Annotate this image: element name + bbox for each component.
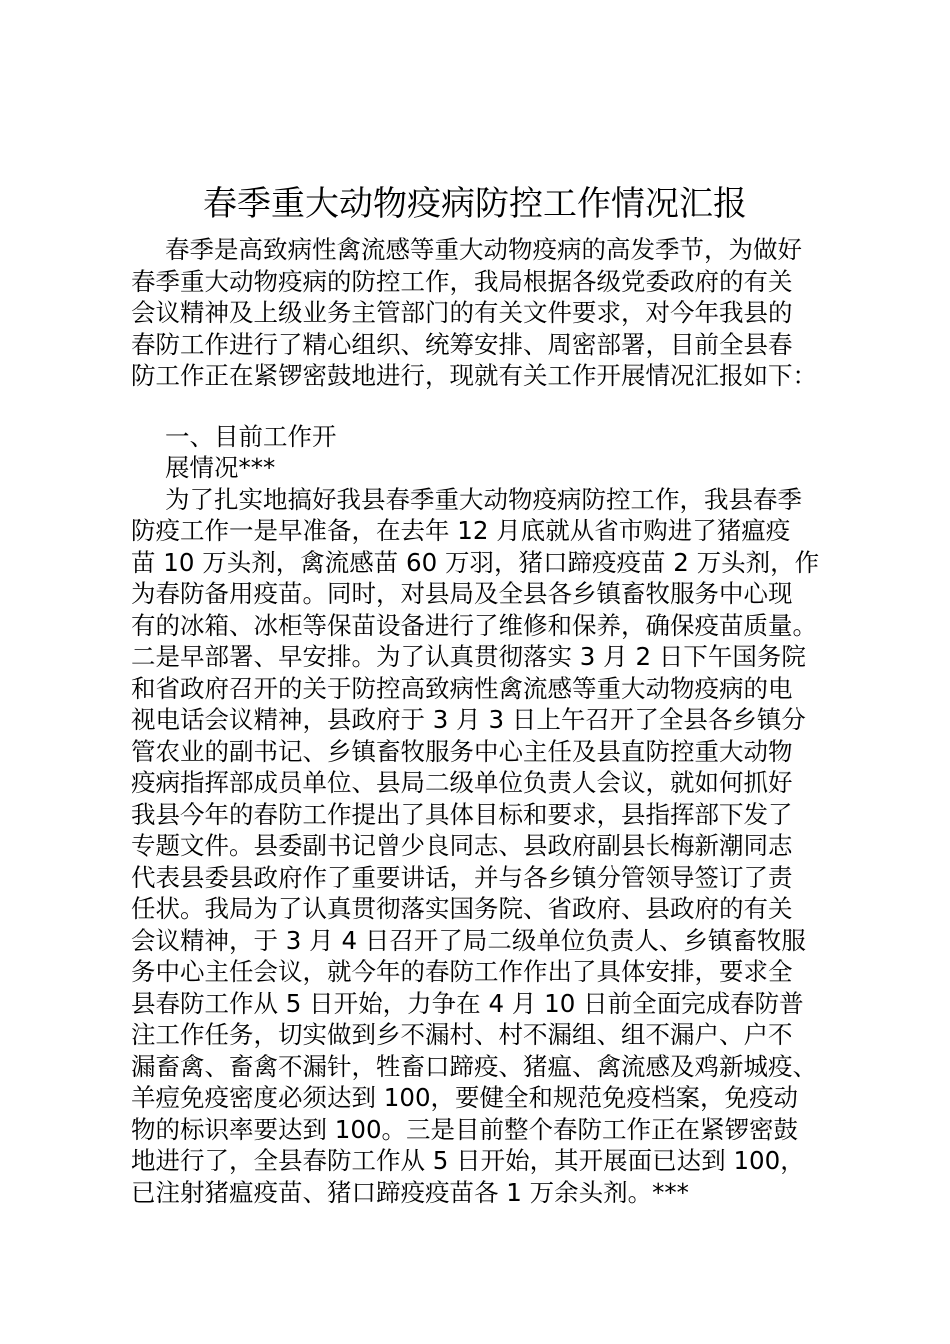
text-line: 专题文件。县委副书记曾少良同志、县政府副县长梅新潮同志 [131, 831, 793, 860]
text-line: 防工作正在紧锣密鼓地进行，现就有关工作开展情况汇报如下： [131, 361, 817, 390]
text-line: 漏畜禽、畜禽不漏针，牲畜口蹄疫、猪瘟、禽流感及鸡新城疫、 [131, 1051, 817, 1081]
text-line: 会议精神，于 3 月 4 日召开了局二级单位负责人、乡镇畜牧服 [131, 925, 806, 955]
text-line: 和省政府召开的关于防控高致病性禽流感等重大动物疫病的电 [131, 673, 793, 703]
text-line: 春防工作进行了精心组织、统筹安排、周密部署，目前全县春 [131, 329, 793, 359]
text-line: 注工作任务，切实做到乡不漏村、村不漏组、组不漏户、户不 [131, 1020, 793, 1049]
page-title: 春季重大动物疫病防控工作情况汇报 [203, 184, 747, 224]
heading-line: 展情况*** [165, 453, 276, 482]
section-heading [131, 421, 831, 484]
text-line: 地进行了，全县春防工作从 5 日开始，其开展面已达到 100， [131, 1146, 805, 1175]
text-line: 羊痘免疫密度必须达到 100，要健全和规范免疫档案，免疫动 [131, 1083, 799, 1112]
text-line: 物的标识率要达到 100。三是目前整个春防工作正在紧锣密鼓 [131, 1114, 799, 1144]
text-line: 管农业的副书记、乡镇畜牧服务中心主任及县直防控重大动物 [131, 736, 793, 766]
text-line: 春季重大动物疫病的防控工作，我局根据各级党委政府的有关 [131, 266, 793, 296]
text-line: 苗 10 万头剂，禽流感苗 60 万羽，猪口蹄疫疫苗 2 万头剂，作 [131, 547, 820, 577]
document-body [131, 234, 831, 1208]
text-line: 县春防工作从 5 日开始，力争在 4 月 10 日前全面完成春防普 [131, 988, 804, 1018]
text-line: 代表县委县政府作了重要讲话，并与各乡镇分管领导签订了责 [131, 862, 793, 892]
text-line: 会议精神及上级业务主管部门的有关文件要求，对今年我县的 [131, 298, 793, 327]
text-line: 务中心主任会议，就今年的春防工作作出了具体安排，要求全 [131, 957, 793, 986]
text-line: 视电话会议精神，县政府于 3 月 3 日上午召开了全县各乡镇分 [131, 705, 806, 734]
text-line: 二是早部署、早安排。为了认真贯彻落实 3 月 2 日下午国务院 [131, 642, 806, 671]
text-line: 为春防备用疫苗。同时，对县局及全县各乡镇畜牧服务中心现 [131, 579, 793, 608]
text-line: 为了扎实地搞好我县春季重大动物疫病防控工作，我县春季 [165, 484, 802, 514]
paragraph-gap [131, 392, 831, 421]
text-line: 已注射猪瘟疫苗、猪口蹄疫疫苗各 1 万余头剂。*** [131, 1177, 689, 1207]
text-line: 春季是高致病性禽流感等重大动物疫病的高发季节，为做好 [165, 235, 802, 264]
body-paragraph [131, 484, 831, 1209]
text-line: 任状。我局为了认真贯彻落实国务院、省政府、县政府的有关 [131, 894, 793, 923]
heading-line: 一、目前工作开 [165, 421, 337, 451]
text-line: 我县今年的春防工作提出了具体目标和要求，县指挥部下发了 [131, 799, 793, 829]
intro-paragraph [131, 234, 831, 392]
text-line: 防疫工作一是早准备，在去年 12 月底就从省市购进了猪瘟疫 [131, 516, 791, 545]
text-line: 疫病指挥部成员单位、县局二级单位负责人会议，就如何抓好 [131, 768, 793, 797]
text-line: 有的冰箱、冰柜等保苗设备进行了维修和保养，确保疫苗质量。 [131, 610, 817, 640]
